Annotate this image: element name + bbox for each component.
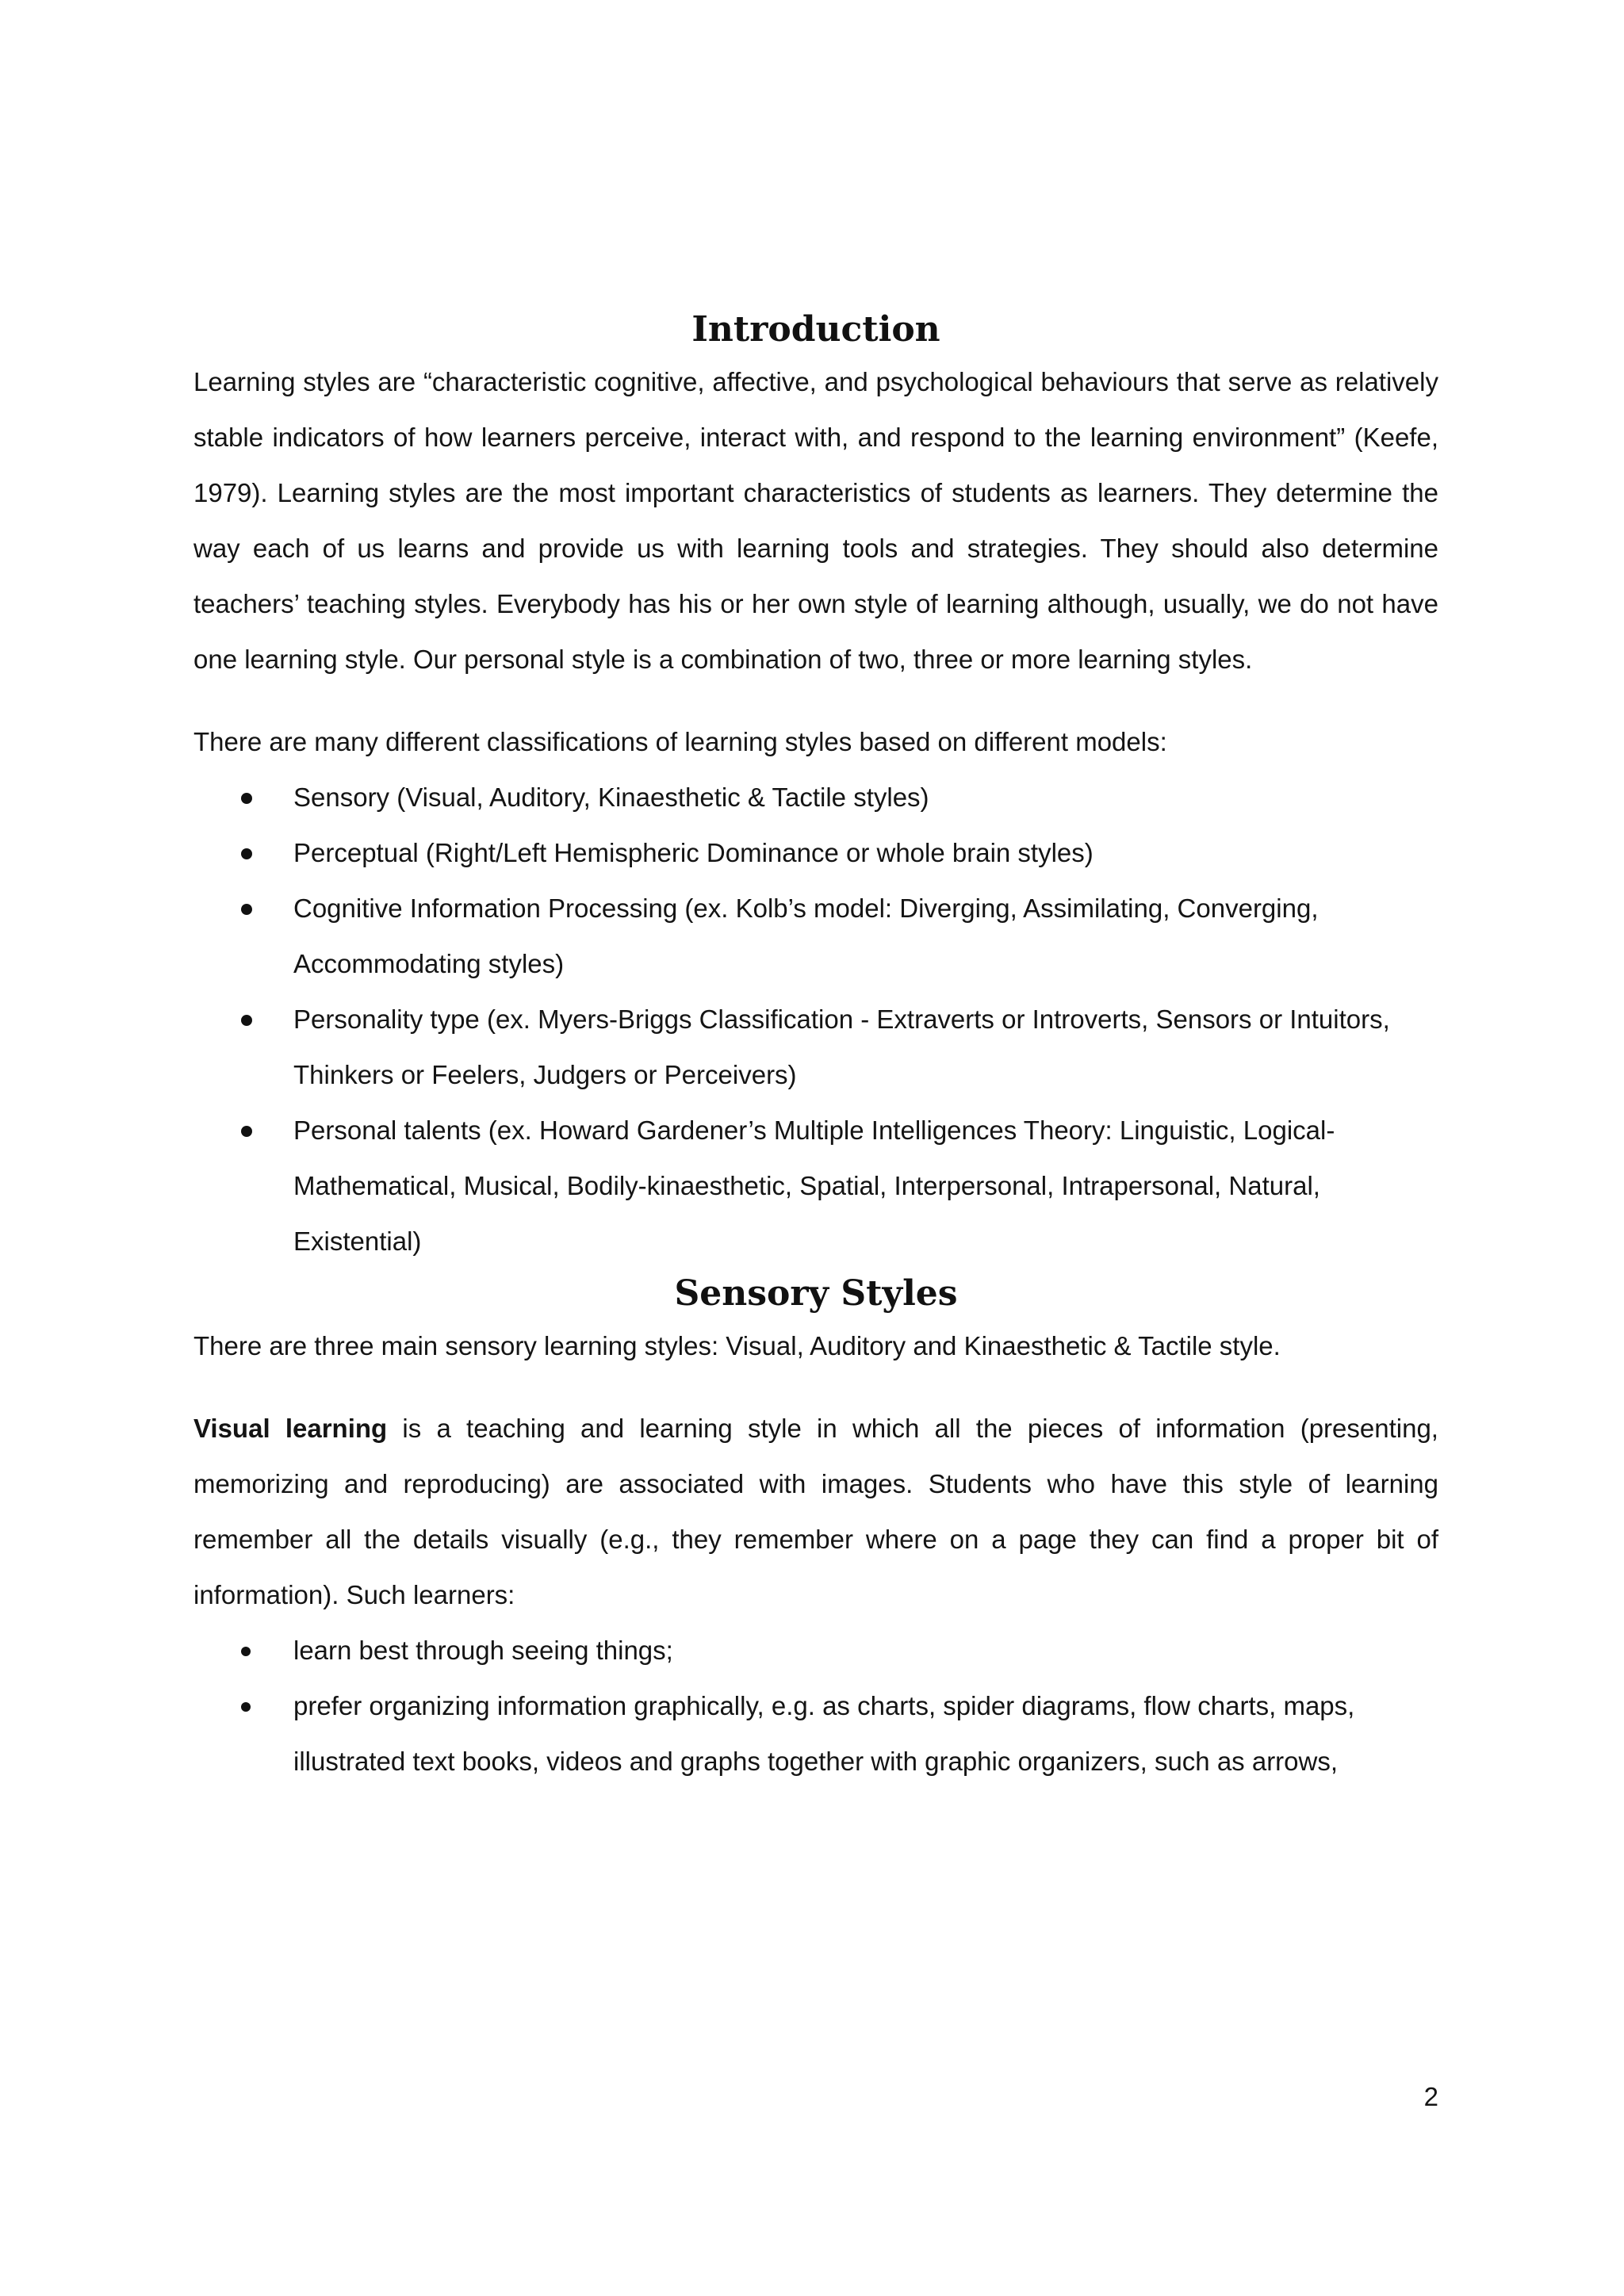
bullet-icon [241, 793, 252, 804]
bullet-icon [241, 1126, 252, 1137]
list-item [193, 881, 1438, 992]
list-item [193, 1678, 1438, 1789]
classifications-lead: There are many different classifications of learning styles based on different models: [193, 727, 1167, 756]
bullet-icon [241, 848, 252, 859]
introduction-heading: Introduction [691, 309, 940, 350]
sensory-intro: There are three main sensory learning styles: Visual, Auditory and Kinaesthetic & Tactile style. [193, 1331, 1281, 1360]
list-item [193, 992, 1438, 1103]
classifications-list [193, 770, 1438, 1269]
bullet-icon [241, 904, 252, 915]
list-item-text: Perceptual (Right/Left Hemispheric Dominance or whole brain styles) [293, 838, 1094, 867]
visual-learning-term: Visual learning [193, 1414, 388, 1443]
list-item-text: Sensory (Visual, Auditory, Kinaesthetic & Tactile styles) [293, 783, 929, 812]
list-item [193, 1623, 1438, 1678]
list-item [193, 1103, 1438, 1269]
bullet-icon [241, 1702, 251, 1712]
visual-learning-paragraph [193, 1401, 1438, 1623]
list-item-text: prefer organizing information graphically, e.g. as charts, spider diagrams, flow charts, maps, illustrated text books, videos and graphs together with graphic organizers, such as arrows, [293, 1691, 1355, 1776]
list-item-text: Personal talents (ex. Howard Gardener’s Multiple Intelligences Theory: Linguistic, Logical-Mathematical, Musical, Bodily-kinaesthetic, Spatial, Interpersonal, Intrapersonal, Natural, Existential) [293, 1115, 1335, 1256]
bullet-icon [241, 1015, 252, 1026]
sensory-styles-heading: Sensory Styles [674, 1273, 958, 1314]
page-content [193, 305, 1438, 1789]
introduction-paragraph: Learning styles are “characteristic cognitive, affective, and psychological behaviours that serve as relatively stable indicators of how learners perceive, interact with, and respond to the learning environment” (Keefe, 1979). Learning styles are the most important characteristics of students as learners. They determine the way each of us learns and provide us with learning tools and strategies. They should also determine teachers’ teaching styles. Everybody has his or her own style of learning although, usually, we do not have one learning style. Our personal style is a combination of two, three or more learning styles. [193, 367, 1438, 674]
visual-traits-list [193, 1623, 1438, 1789]
page-number: 2 [1423, 2082, 1438, 2111]
list-item-text: Cognitive Information Processing (ex. Kolb’s model: Diverging, Assimilating, Converging, Accommodating styles) [293, 894, 1319, 978]
visual-learning-text: is a teaching and learning style in which all the pieces of information (presenting, memorizing and reproducing) are associated with images. Students who have this style of learning remember all the details visually (e.g., they remember where on a page they can find a proper bit of information). Such learners: [193, 1414, 1438, 1609]
bullet-icon [241, 1647, 251, 1656]
list-item-text: learn best through seeing things; [293, 1636, 673, 1665]
list-item-text: Personality type (ex. Myers-Briggs Classification - Extraverts or Introverts, Sensors or Intuitors, Thinkers or Feelers, Judgers or Perceivers) [293, 1004, 1390, 1089]
list-item [193, 825, 1438, 881]
list-item [193, 770, 1438, 825]
